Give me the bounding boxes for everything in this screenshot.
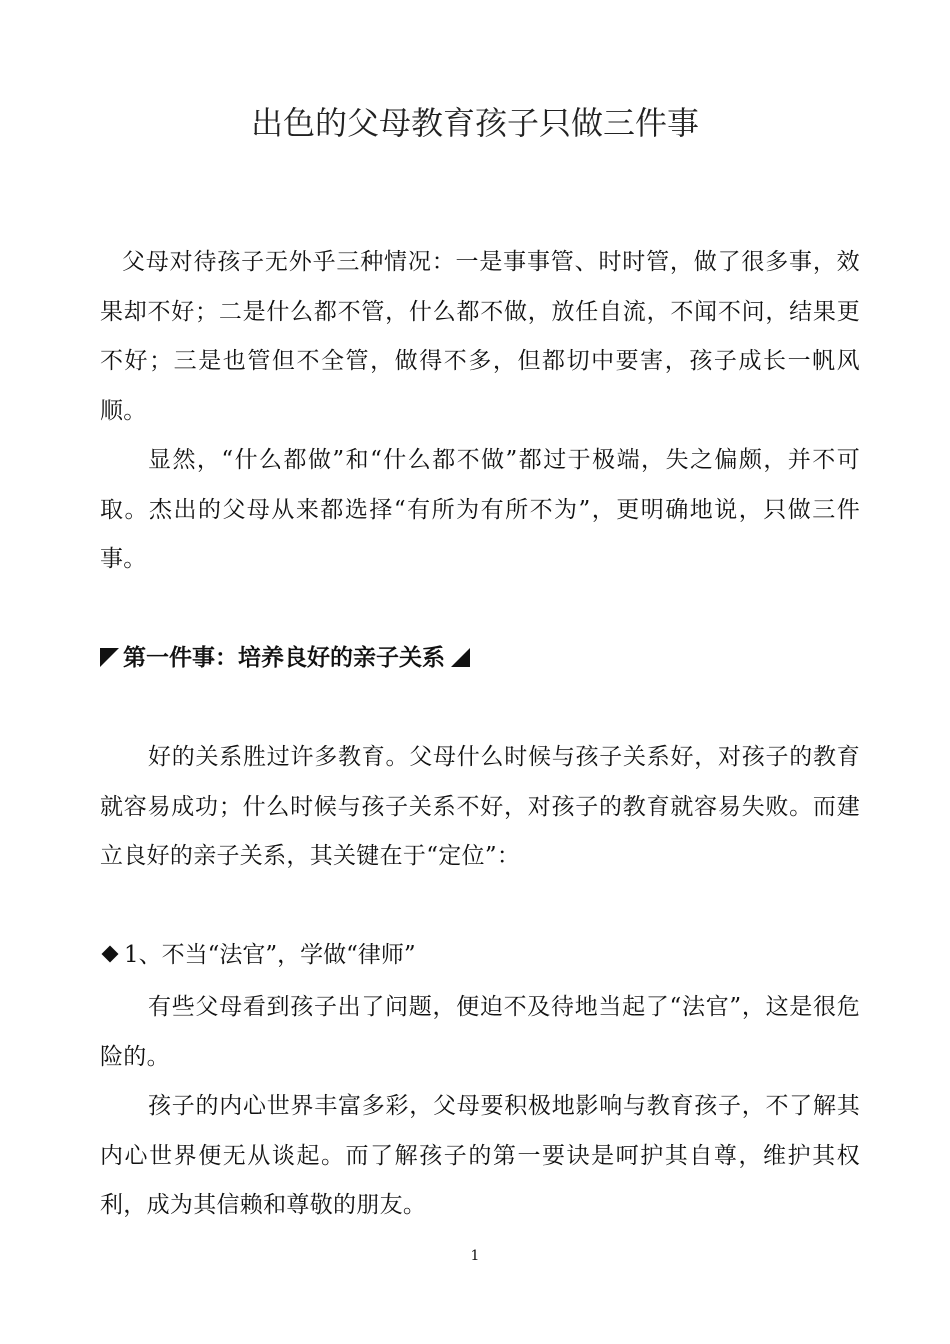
- subheading: [100, 935, 416, 975]
- section-heading-text: 第一件事：培养良好的亲子关系: [123, 644, 445, 671]
- document-title: 出色的父母教育孩子只做三件事: [250, 104, 699, 142]
- diamond-bullet-icon: [102, 946, 119, 963]
- corner-triangle-right-icon: [451, 648, 470, 667]
- paragraph-relationship: 好的关系胜过许多教育。父母什么时候与孩子关系好，对孩子的教育就容易成功；什么时候与孩子关系不好，对孩子的教育就容易失败。而建立良好的亲子关系，其关键在于“定位”：: [100, 744, 860, 869]
- paragraph-intro: 父母对待孩子无外乎三种情况：一是事事管、时时管，做了很多事，效果却不好；二是什么都不管，什么都不做，放任自流，不闻不问，结果更不好；三是也管但不全管，做得不多，但都切中要害，孩子成长一帆风顺。: [100, 249, 860, 424]
- section-heading: [100, 638, 470, 678]
- paragraph-summary: 显然，“什么都做”和“什么都不做”都过于极端，失之偏颇，并不可取。杰出的父母从来都选择“有所为有所不为”，更明确地说，只做三件事。: [100, 447, 860, 572]
- corner-triangle-left-icon: [100, 648, 119, 667]
- subheading-text: 1、不当“法官”，学做“律师”: [124, 942, 416, 968]
- paragraph-judge: 有些父母看到孩子出了问题，便迫不及待地当起了“法官”，这是很危险的。: [100, 994, 860, 1070]
- page-number: 1: [470, 1248, 480, 1264]
- paragraph-inner-world: 孩子的内心世界丰富多彩，父母要积极地影响与教育孩子，不了解其内心世界便无从谈起。而了解孩子的第一要诀是呵护其自尊，维护其权利，成为其信赖和尊敬的朋友。: [100, 1093, 860, 1218]
